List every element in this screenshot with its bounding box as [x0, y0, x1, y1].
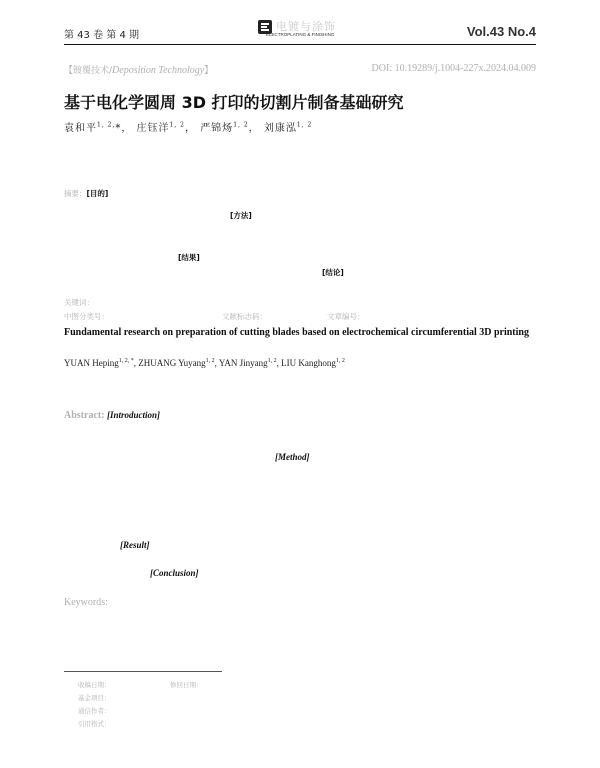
author-affil: 1, 2	[205, 358, 215, 364]
clc-label: 中图分类号：	[64, 312, 109, 321]
author-cn: 刘康泓	[263, 123, 297, 134]
author-cn: 庄钰洋	[136, 123, 170, 134]
author-affil: 1, 2	[335, 358, 345, 364]
abstract-en-result: [Result]	[120, 540, 150, 550]
footnote-rule	[64, 671, 222, 672]
keywords-en-label: Keywords:	[64, 597, 108, 608]
article-id-label: 文章编号：	[327, 312, 365, 321]
author-affil: 1, 2	[233, 121, 249, 129]
corresponding-author-label: 通信作者：	[78, 707, 111, 715]
author-separator: ，	[121, 123, 133, 134]
author-en: YAN Jinyang	[218, 358, 268, 368]
abstract-cn-conclusion: [结论]	[322, 268, 344, 277]
abstract-cn-purpose: [目的]	[86, 189, 109, 198]
journal-logo	[258, 20, 348, 42]
section-tag-en: Deposition Technology	[112, 65, 205, 76]
fund-label: 基金项目：	[78, 694, 111, 702]
doc-code-label: 文献标志码：	[222, 312, 267, 321]
author-en: YUAN Heping	[64, 358, 119, 368]
abstract-en-method: [Method]	[275, 452, 310, 462]
header-rule	[64, 44, 536, 45]
abstract-en	[64, 410, 160, 421]
abstract-en-label: Abstract:	[64, 410, 105, 421]
paper-title-en: Fundamental research on preparation of cutting blades based on electrochemical circumferential 3D printing	[64, 327, 529, 338]
abstract-cn-label: 摘要：	[64, 189, 87, 198]
author-separator: ,	[276, 358, 282, 368]
volume-number: Vol.43 No.4	[466, 24, 536, 39]
author-affil: 1, 2	[296, 121, 313, 129]
author-separator: ,	[133, 358, 139, 368]
abstract-cn-method: [方法]	[230, 211, 252, 220]
issue-info: 第 43 卷 第 4 期	[64, 30, 139, 41]
journal-logo-en: ELECTROPLATING & FINISHING	[266, 32, 335, 37]
journal-logo-cn: 电镀与涂饰	[276, 20, 336, 33]
abstract-cn	[64, 181, 108, 200]
abstract-cn-result: [结果]	[178, 253, 200, 262]
author-en: ZHUANG Yuyang	[138, 358, 206, 368]
author-separator: ,	[214, 358, 219, 368]
paper-title-cn: 基于电化学圆周 3D 打印的切割片制备基础研究	[64, 93, 404, 112]
abstract-en-conclusion: [Conclusion]	[150, 568, 199, 578]
author-separator: ，	[248, 123, 260, 134]
author-affil: 1, 2	[169, 121, 185, 129]
revised-date-label: 修回日期：	[170, 681, 203, 689]
author-cn: 严锦炀	[200, 123, 234, 134]
received-date-label: 收稿日期：	[78, 681, 111, 689]
corresponding-mark: *	[115, 123, 122, 134]
author-affil: 1, 2	[267, 358, 277, 364]
abstract-en-introduction: [Introduction]	[107, 410, 161, 420]
authors-en	[64, 358, 345, 368]
section-tag-open: 【镀覆技术/	[64, 66, 113, 76]
section-tag	[64, 63, 213, 76]
doi[interactable]: DOI: 10.19289/j.1004-227x.2024.04.009	[371, 63, 536, 74]
keywords-cn-label: 关键词：	[64, 298, 94, 307]
authors-cn	[64, 119, 312, 134]
author-affil: 1, 2, *	[118, 358, 134, 364]
author-cn: 袁和平	[64, 123, 97, 134]
author-separator: ，	[185, 123, 196, 134]
section-tag-close: 】	[204, 66, 214, 76]
citation-label: 引用格式：	[78, 720, 111, 728]
author-en: LIU Kanghong	[281, 358, 336, 368]
author-affil: 1, 2,	[97, 121, 116, 129]
